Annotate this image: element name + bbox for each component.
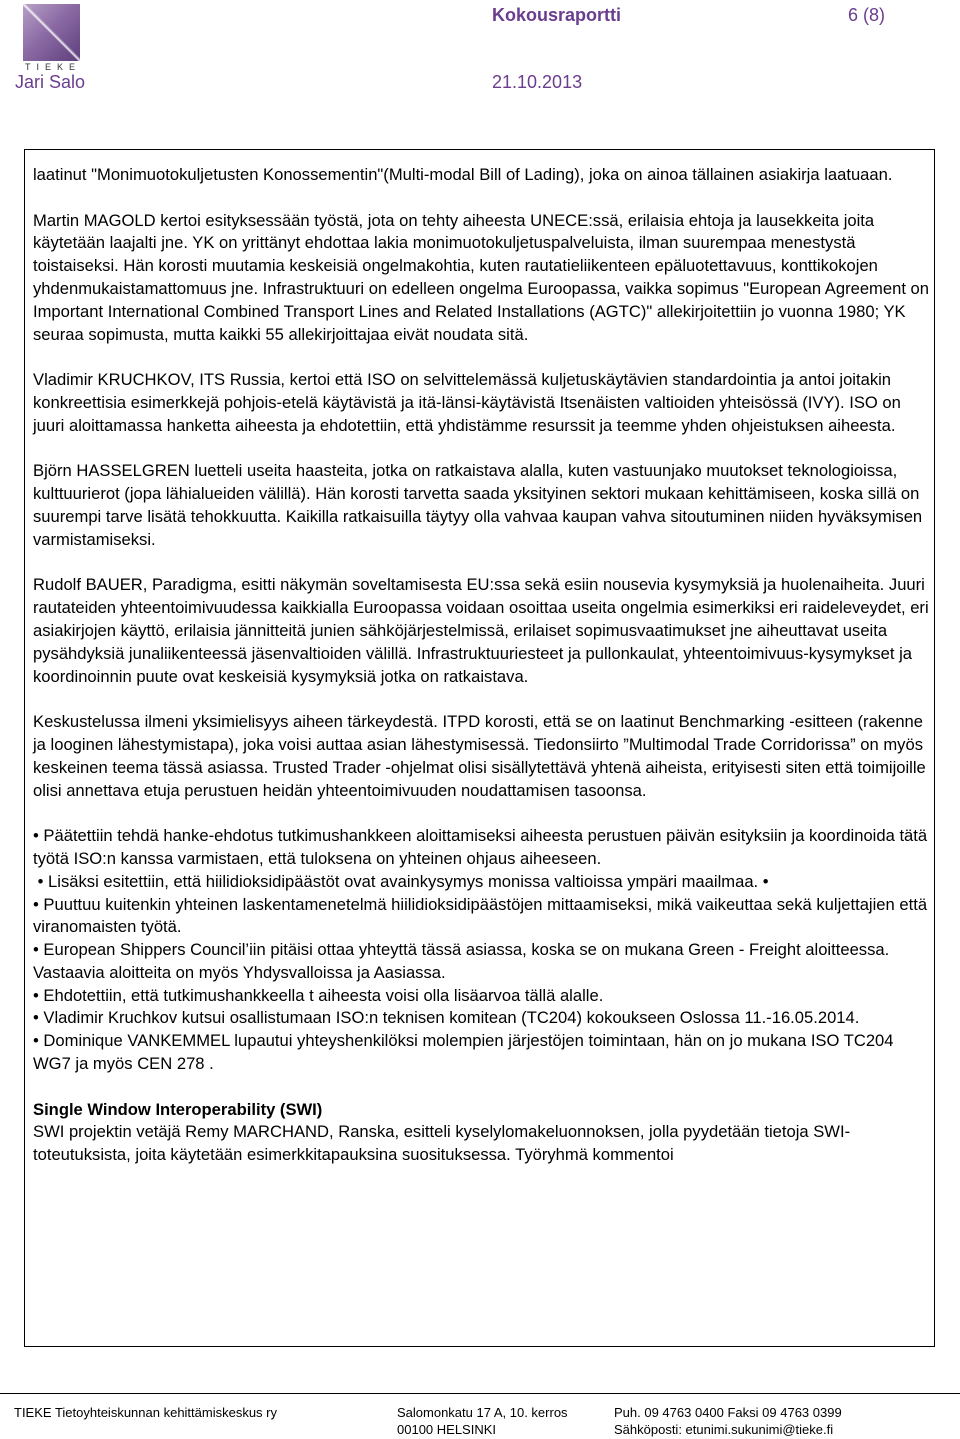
section-heading: Single Window Interoperability (SWI) bbox=[33, 1099, 323, 1119]
bullet-item: • Puuttuu kuitenkin yhteinen laskentamenetelmä hiilidioksidipäästöjen mittaamiseksi, mikä vaikeuttaa sekä kuljettajien että viranomaisten työtä. bbox=[33, 894, 928, 937]
paragraph: laatinut "Monimuotokuljetusten Konossementin"(Multi-modal Bill of Lading), joka on ainoa tällainen asiakirja laatuaan. bbox=[33, 165, 893, 184]
bullet-item: • Ehdotettiin, että tutkimushankkeella t aiheesta voisi olla lisäarvoa tällä alalle. bbox=[33, 985, 604, 1005]
document-title: Kokousraportti bbox=[492, 5, 622, 25]
footer-divider bbox=[0, 1393, 960, 1394]
section-text: SWI projektin vetäjä Remy MARCHAND, Ranska, esitteli kyselylomakeluonnoksen, jolla pyydetään tietoja SWI-toteutuksista, joita käytetään esimerkkitapauksina suosituksessa. Työryhmä kommentoi bbox=[33, 1122, 851, 1165]
paragraph: Martin MAGOLD kertoi esityksessään työstä, jota on tehty aiheesta UNECE:ssä, erilaisia ehtoja ja lausekkeita joita käytetään laajalti jne. YK on yrittänyt ehdottaa lakia monimuotokuljetuspalveluista, ilman suurempaa menestystä toistaiseksi. Hän korosti muutamia keskeisiä ongelmakohtia, kuten rautatieliikenteen epäluotettavuus, konttikokojen yhdenmukaistamattomuus jne. Infrastruktuuri on edelleen ongelma Euroopassa, vaikka sopimus "European Agreement on Important International Combined Transport Lines and Related Installations (AGTC)" allekirjoitettiin jo vuonna 1980; YK seuraa sopimusta, mutta kaikki 55 allekirjoittajaa eivät noudata sitä. bbox=[33, 210, 930, 344]
bullet-item: • Vladimir Kruchkov kutsui osallistumaan ISO:n teknisen komitean (TC204) kokoukseen Oslossa 11.-16.05.2014. bbox=[33, 1008, 860, 1028]
document-body bbox=[33, 164, 929, 1167]
logo-mark bbox=[23, 4, 80, 61]
paragraph: Björn HASSELGREN luetteli useita haasteita, jotka on ratkaistava alalla, kuten vastuunjako muutokset teknologioissa, kulttuurierot (jopa lähialueiden välillä). Hän korosti tarvetta saada yksityinen sektori mukaan kehittämiseen, koska sillä on suurempi tarve lisätä tehokkuutta. Kaikilla ratkaisuilla täytyy olla vahvaa kaupan vahva sitoutuminen niiden hyväksymisen varmistamiseksi. bbox=[33, 461, 923, 549]
bullet-item: • Dominique VANKEMMEL lupautui yhteyshenkilöksi molempien järjestöjen toimintaan, hän on jo mukana ISO TC204 WG7 ja myös CEN 278 . bbox=[33, 1031, 894, 1074]
bullet-list bbox=[33, 825, 929, 1076]
footer-address-line2: 00100 HELSINKI bbox=[397, 1422, 497, 1437]
date: 21.10.2013 bbox=[492, 72, 583, 92]
tieke-logo bbox=[23, 4, 83, 72]
paragraph: Vladimir KRUCHKOV, ITS Russia, kertoi että ISO on selvittelemässä kuljetuskäytävien standardointia ja antoi joitakin konkreettisia esimerkkejä pohjois-etelä käytävistä ja itä-länsi-käytävistä Itsenäisten valtioiden yhteisössä (IVY). ISO on juuri aloittamassa hanketta aiheesta ja ehdotettiin, että yhdistämme resurssit ja teemme yhden ohjeistuksen aiheesta. bbox=[33, 370, 901, 435]
footer-phone: Puh. 09 4763 0400 Faksi 09 4763 0399 bbox=[614, 1405, 842, 1420]
page-number: 6 (8) bbox=[848, 5, 886, 25]
logo-text: TIEKE bbox=[24, 62, 81, 72]
content-frame bbox=[24, 149, 935, 1347]
bullet-item: • Päätettiin tehdä hanke-ehdotus tutkimushankkeen aloittamiseksi aiheesta perustuen päivän esityksiin ja koordinoida tätä työtä ISO:n kanssa varmistaen, että tuloksena on yhteinen ohjaus aiheeseen. bbox=[33, 826, 928, 868]
footer-org: TIEKE Tietoyhteiskunnan kehittämiskeskus ry bbox=[14, 1405, 278, 1420]
paragraph: Rudolf BAUER, Paradigma, esitti näkymän soveltamisesta EU:ssa sekä esiin nousevia kysymyksiä ja huolenaiheita. Juuri rautateiden yhteentoimivuudessa kaikkialla Euroopassa voidaan osoittaa useita ongelmia esimerkiksi eri raideleveydet, eri asiakirjojen käyttö, erilaisia jännitteitä junien sähköjärjestelmissä, erilaiset sopimusvaatimukset jne aiheuttavat useita pysähdyksiä junaliikenteessä jäsenvaltioiden välillä. Infrastruktuuriesteet ja pullonkaulat, yhteentoimivuus-kysymykset ja koordinoinnin puute ovat keskeisiä kysymyksiä jotka on ratkaistava. bbox=[33, 575, 929, 686]
footer-address-line1: Salomonkatu 17 A, 10. kerros bbox=[397, 1405, 568, 1420]
bullet-item: • Lisäksi esitettiin, että hiilidioksidipäästöt ovat avainkysymys monissa valtioissa ympäri maailmaa. • bbox=[33, 871, 769, 891]
bullet-item: • European Shippers Council’iin pitäisi ottaa yhteyttä tässä asiassa, koska se on mukana Green - Freight aloitteessa. Vastaavia aloitteita on myös Yhdysvalloissa ja Aasiassa. bbox=[33, 940, 890, 982]
author: Jari Salo bbox=[15, 72, 86, 92]
paragraph: Keskustelussa ilmeni yksimielisyys aiheen tärkeydestä. ITPD korosti, että se on laatinut Benchmarking -esitteen (rakenne ja looginen lähestymistapa), joka voisi auttaa asian lähestymisessä. Tiedonsiirto ”Multimodal Trade Corridorissa” on myös keskeinen teema tässä asiassa. Trusted Trader -ohjelmat olisi sisällytettävä yhtenä aiheista, erityisesti siten että toimijoille olisi annettava etuja perustuen heidän yhteentoimivuuden noudattamisen tasoonsa. bbox=[33, 712, 926, 800]
footer-email: Sähköposti: etunimi.sukunimi@tieke.fi bbox=[614, 1422, 834, 1437]
